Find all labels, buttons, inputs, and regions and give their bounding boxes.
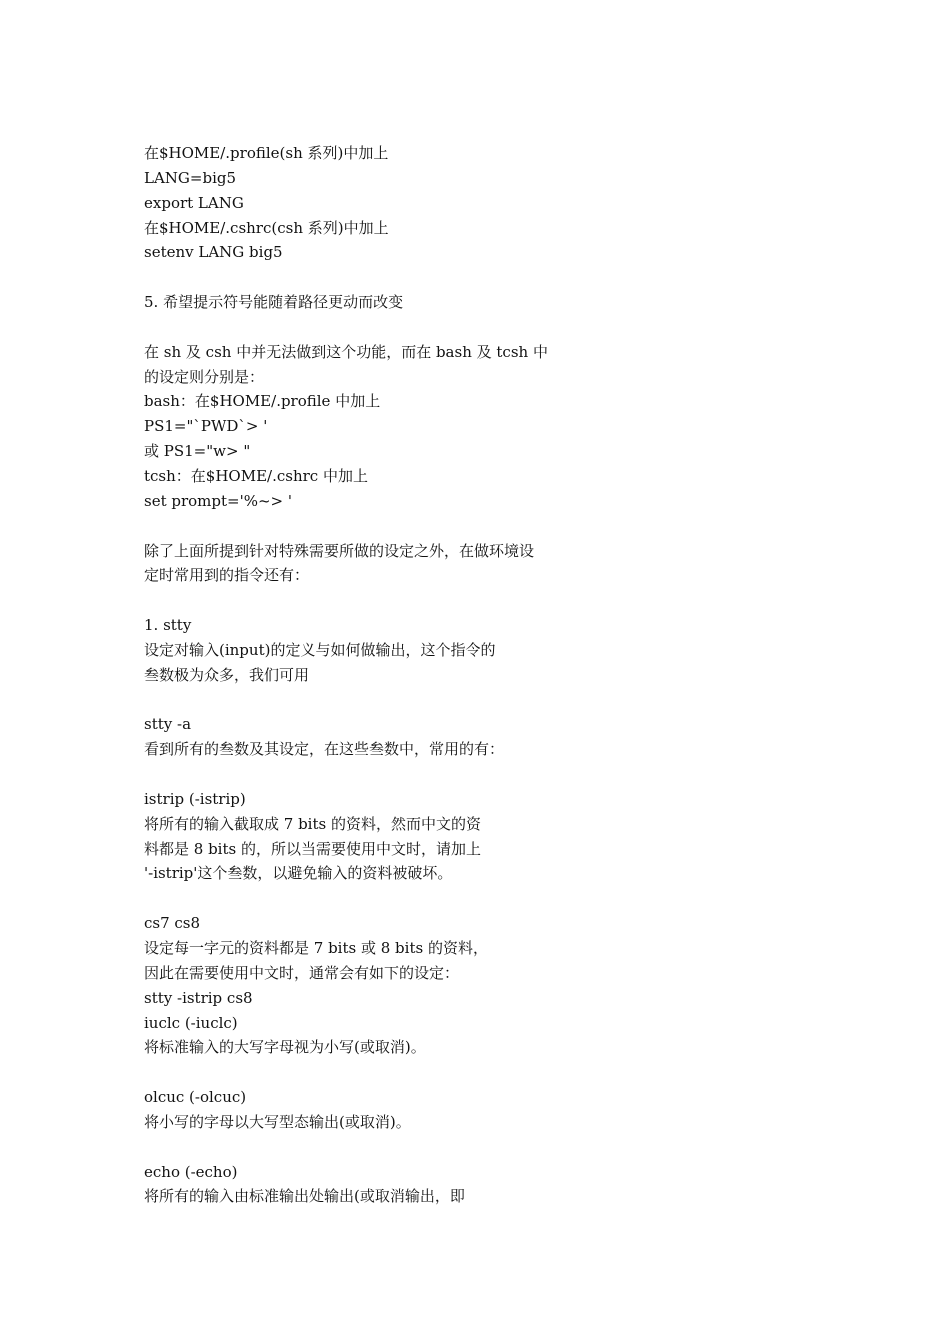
text-line: stty -istrip cs8	[144, 988, 253, 1007]
text-line: 在$HOME/.profile(sh 系列)中加上	[144, 144, 389, 162]
text-line: stty -a	[144, 715, 192, 734]
text-line: istrip (-istrip)	[144, 789, 246, 808]
text-line: echo (-echo)	[144, 1162, 238, 1181]
text-line: 在 sh 及 csh 中并无法做到这个功能，而在 bash 及 tcsh 中	[144, 342, 548, 361]
blank-line	[144, 514, 844, 539]
text-line: export LANG	[144, 193, 244, 212]
blank-line	[144, 1135, 844, 1160]
blank-line	[144, 265, 844, 290]
text-line: 看到所有的叁数及其设定，在这些叁数中，常用的有：	[144, 740, 505, 759]
text-line: 因此在需要使用中文时，通常会有如下的设定：	[144, 963, 460, 982]
text-line: bash：在$HOME/.profile 中加上	[144, 392, 381, 411]
blank-line	[144, 588, 844, 613]
text-line: 的设定则分别是：	[144, 367, 265, 386]
text-line: cs7 cs8	[144, 914, 201, 933]
text-line: iuclc (-iuclc)	[144, 1013, 238, 1032]
text-line: 在$HOME/.cshrc(csh 系列)中加上	[144, 218, 389, 237]
text-line: 将标准输入的大写字母视为小写(或取消)。	[144, 1038, 426, 1057]
text-line: setenv LANG big5	[144, 243, 283, 262]
blank-line	[144, 762, 844, 787]
blank-line	[144, 315, 844, 340]
section-heading: 1. stty	[144, 616, 192, 635]
blank-line	[144, 886, 844, 911]
text-line: '-istrip'这个叁数，以避免输入的资料被破坏。	[144, 864, 453, 883]
section-heading: 5. 希望提示符号能随着路径更动而改变	[144, 293, 404, 312]
text-line: 将小写的字母以大写型态输出(或取消)。	[144, 1112, 411, 1131]
text-line: 将所有的输入截取成 7 bits 的资料，然而中文的资	[144, 814, 481, 833]
text-line: 除了上面所提到针对特殊需要所做的设定之外，在做环境设	[144, 541, 535, 560]
document-body	[144, 141, 844, 1209]
text-line: PS1="`PWD`> '	[144, 417, 268, 436]
text-line: 设定每一字元的资料都是 7 bits 或 8 bits 的资料，	[144, 939, 488, 957]
text-line: 将所有的输入由标准输出处输出(或取消输出，即	[144, 1187, 465, 1206]
text-line: 料都是 8 bits 的，所以当需要使用中文时，请加上	[144, 839, 481, 858]
blank-line	[144, 1060, 844, 1085]
text-line: set prompt='%~> '	[144, 491, 293, 510]
text-line: 定时常用到的指令还有：	[144, 566, 310, 585]
text-line: LANG=big5	[144, 168, 237, 187]
blank-line	[144, 688, 844, 713]
text-line: 叁数极为众多，我们可用	[144, 665, 310, 684]
text-line: tcsh：在$HOME/.cshrc 中加上	[144, 466, 368, 485]
text-line: olcuc (-olcuc)	[144, 1088, 247, 1107]
text-line: 或 PS1="w> "	[144, 442, 251, 461]
text-line: 设定对输入(input)的定义与如何做输出，这个指令的	[144, 640, 496, 659]
